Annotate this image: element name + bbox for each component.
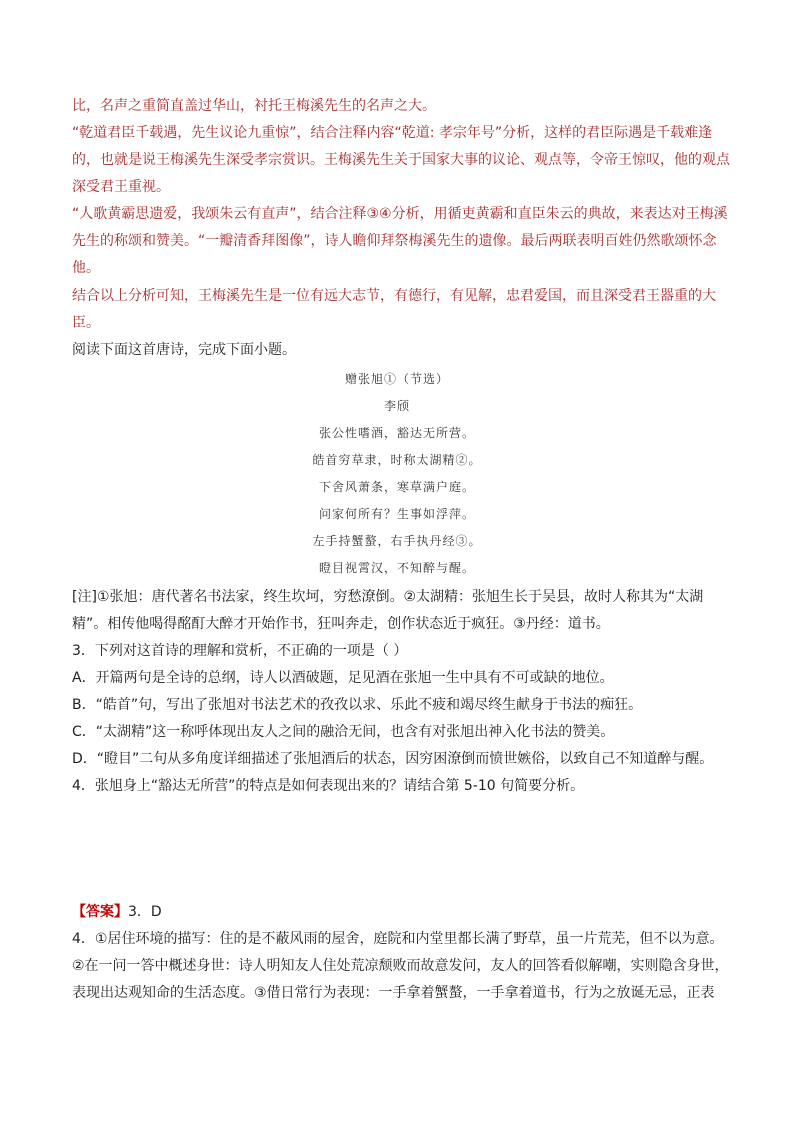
poem-line: 下舍风萧条，寒草满户庭。 — [318, 480, 475, 494]
answer-q4: 4．①居住环境的描写：住的是不蔽风雨的屋舍，庭院和内堂里都长满了野草，虽一片荒芜，但不以为意。②在一问一答中概述身世：诗人明知友人住处荒凉颓败而故意发问，友人的回答看似解嘲，实则隐含身世，表现出达观知命的生活态度。③借日常行为表现：一手拿着蟹螯，一手拿着道书，行为之放诞无忌，正表 — [72, 931, 729, 1001]
option-a: A．开篇两句是全诗的总纲，诗人以酒破题，足见酒在张旭一生中具有不可或缺的地位。 — [72, 670, 614, 686]
analysis-paragraph-2: “乾道君臣千载遇，先生议论九重惊”，结合注释内容“乾道: 孝宗年号”分析，这样的君臣际遇是千载难逢的，也就是说王梅溪先生深受孝宗赏识。王梅溪先生关于国家大事的议论、观点等，令帝王惊叹，他的观点深受君王重视。 — [72, 125, 730, 195]
option-b: B．“皓首”句，写出了张旭对书法艺术的孜孜以求、乐此不疲和竭尽终生献身于书法的痴狂。 — [72, 697, 643, 713]
question-4-stem: 4．张旭身上“豁达无所营”的特点是如何表现出来的？请结合第 5-10 句简要分析。 — [72, 778, 585, 794]
analysis-paragraph-3: “人歌黄霸思遗爱，我颂朱云有直声”，结合注释③④分析，用循吏黄霸和直臣朱云的典故，来表达对王梅溪先生的称颂和赞美。“一瓣清香拜图像”，诗人瞻仰拜祭梅溪先生的遗像。最后两联表明百姓仍然歌颂怀念他。 — [72, 206, 728, 276]
poem-line: 问家何所有？生事如浮萍。 — [318, 507, 475, 521]
reading-instruction: 阅读下面这首唐诗，完成下面小题。 — [72, 342, 296, 358]
answer-tag: 【答案】 — [72, 904, 128, 920]
analysis-paragraph-1: 比，名声之重简直盖过华山，衬托王梅溪先生的名声之大。 — [72, 98, 436, 114]
poem-line: 张公性嗜酒，豁达无所营。 — [318, 426, 475, 440]
answer-q3: 3．D — [128, 904, 162, 920]
option-c: C．“太湖精”这一称呼体现出友人之间的融洽无间，也含有对张旭出神入化书法的赞美。 — [72, 724, 615, 740]
answer-line-q3 — [72, 899, 732, 926]
poem-note: [注]①张旭：唐代著名书法家，终生坎坷，穷愁潦倒。②太湖精：张旭生长于吴县，故时人称其为“太湖精”。相传他喝得酩酊大醉才开始作书，狂叫奔走，创作状态近于疯狂。③丹经：道书。 — [72, 589, 704, 632]
poem-author: 李颀 — [383, 399, 410, 413]
analysis-paragraph-4: 结合以上分析可知，王梅溪先生是一位有远大志节，有德行，有见解，忠君爱国，而且深受君王器重的大臣。 — [72, 288, 716, 331]
poem-line: 左手持蟹螯，右手执丹经③。 — [312, 534, 482, 548]
poem-title: 赠张旭①（节选） — [344, 372, 449, 386]
question-3-stem: 3．下列对这首诗的理解和赏析，不正确的一项是（ ） — [72, 643, 408, 659]
poem-line: 皓首穷草隶，时称太湖精②。 — [312, 453, 482, 467]
poem-line: 瞪目视霄汉，不知醉与醒。 — [318, 561, 475, 575]
option-d: D．“瞪目”二句从多角度详细描述了张旭酒后的状态，因穷困潦倒而愤世嫉俗，以致自己不知道醉与醒。 — [72, 751, 714, 767]
